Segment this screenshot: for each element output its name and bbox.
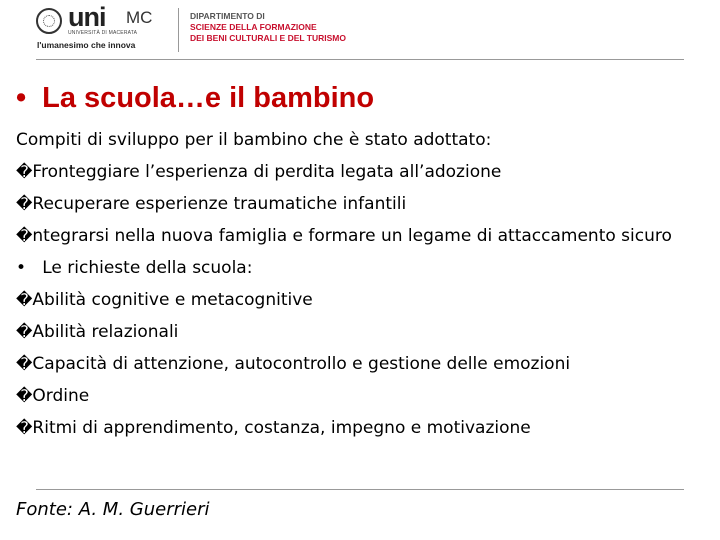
logo-uni: uni	[68, 2, 106, 32]
requirement-item	[16, 380, 706, 412]
bullet-glyph-icon: �	[16, 386, 33, 405]
source-citation: Fonte: A. M. Guerrieri	[16, 499, 210, 520]
task-text: ntegrarsi nella nuova famiglia e formare un legame di attaccamento sicuro	[32, 226, 672, 246]
department-line-1: DIPARTIMENTO DI	[190, 11, 265, 21]
requirement-item	[16, 316, 706, 348]
bullet-glyph-icon: �	[16, 290, 33, 309]
requirement-text: Ordine	[32, 386, 90, 406]
header-rule	[36, 59, 684, 60]
school-heading-text: Le richieste della scuola:	[42, 258, 253, 278]
task-item	[16, 220, 706, 252]
school-heading	[16, 252, 706, 284]
requirement-item	[16, 284, 706, 316]
bullet-glyph-icon: �	[16, 354, 33, 373]
bullet-glyph-icon: �	[16, 418, 33, 437]
footer-rule	[36, 489, 684, 490]
university-seal-icon	[36, 8, 62, 34]
bullet-glyph-icon: �	[16, 226, 33, 245]
header	[0, 0, 720, 60]
header-divider	[178, 8, 179, 52]
task-item	[16, 188, 706, 220]
department-name	[190, 11, 346, 44]
logo-mc: MC	[126, 8, 153, 27]
task-text: Recuperare esperienze traumatiche infantili	[32, 194, 407, 214]
logo-tagline: l'umanesimo che innova	[37, 40, 136, 50]
logo-university-name: UNIVERSITÀ DI MACERATA	[68, 30, 138, 36]
bullet-glyph-icon: �	[16, 194, 33, 213]
task-text: Fronteggiare l’esperienza di perdita legata all’adozione	[32, 162, 502, 182]
title-bullet: •	[16, 82, 27, 114]
slide-title	[16, 82, 374, 115]
bullet-glyph-icon: �	[16, 162, 33, 181]
title-text: La scuola…e il bambino	[42, 82, 375, 114]
requirement-item	[16, 348, 706, 380]
bullet-glyph-icon: �	[16, 322, 33, 341]
requirement-item	[16, 412, 706, 444]
requirement-text: Abilità cognitive e metacognitive	[32, 290, 313, 310]
department-line-2: SCIENZE DELLA FORMAZIONE	[190, 22, 317, 32]
slide-body	[16, 124, 706, 444]
requirement-text: Capacità di attenzione, autocontrollo e gestione delle emozioni	[32, 354, 571, 374]
department-line-3: DEI BENI CULTURALI E DEL TURISMO	[190, 33, 346, 43]
school-bullet: •	[16, 258, 27, 278]
task-item	[16, 156, 706, 188]
intro-text: Compiti di sviluppo per il bambino che è stato adottato:	[16, 130, 492, 150]
requirement-text: Ritmi di apprendimento, costanza, impegno e motivazione	[32, 418, 531, 438]
requirement-text: Abilità relazionali	[32, 322, 179, 342]
